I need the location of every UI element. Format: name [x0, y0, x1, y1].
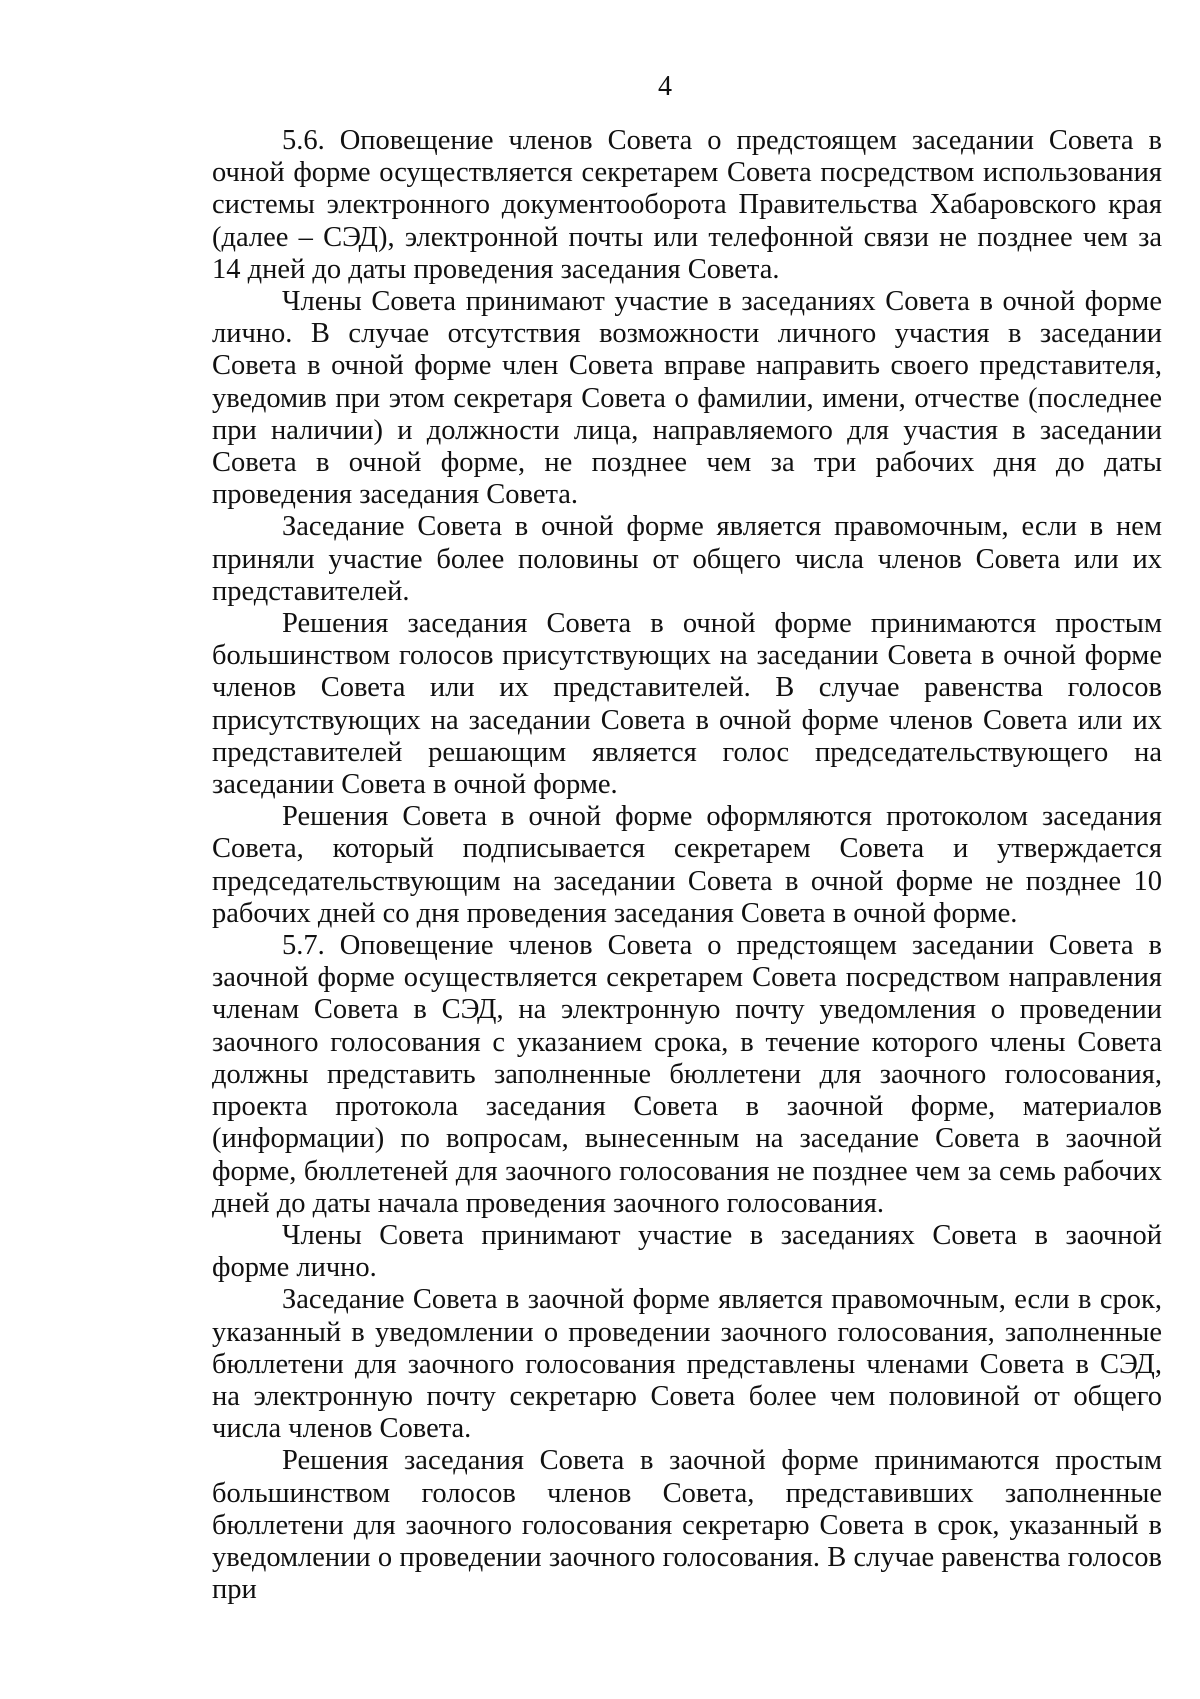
paragraph-decisions-in-person: Решения заседания Совета в очной форме принимаются простым большинством голосов присутствующих на заседании Совета в очной форме членов Совета или их представителей. В случае равенства голосов присутствующих на заседании Совета в очной форме членов Совета или их представителей решающим является голос председательствующего на заседании Совета в очной форме. — [212, 608, 1162, 801]
paragraph-5-6: 5.6. Оповещение членов Совета о предстоящем заседании Совета в очной форме осуществляется секретарем Совета посредством использования системы электронного документооборота Правительства Хабаровского края (далее – СЭД), электронной почты или телефонной связи не позднее чем за 14 дней до даты проведения заседания Совета. — [212, 125, 1162, 285]
paragraph-quorum-absentee: Заседание Совета в заочной форме является правомочным, если в срок, указанный в уведомлении о проведении заочного голосования, заполненные бюллетени для заочного голосования представлены членами Совета в СЭД, на электронную почту секретарю Совета более чем половиной от общего числа членов Совета. — [212, 1284, 1162, 1445]
document-body — [212, 125, 1162, 1606]
paragraph-quorum-in-person: Заседание Совета в очной форме является правомочным, если в нем приняли участие более половины от общего числа членов Совета или их представителей. — [212, 511, 1162, 607]
paragraph-personal-participation: Члены Совета принимают участие в заседаниях Совета в очной форме лично. В случае отсутствия возможности личного участия в заседании Совета в очной форме член Совета вправе направить своего представителя, уведомив при этом секретаря Совета о фамилии, имени, отчестве (последнее при наличии) и должности лица, направляемого для участия в заседании Совета в очной форме, не позднее чем за три рабочих дня до даты проведения заседания Совета. — [212, 286, 1162, 511]
paragraph-5-7: 5.7. Оповещение членов Совета о предстоящем заседании Совета в заочной форме осуществляется секретарем Совета посредством направления членам Совета в СЭД, на электронную почту уведомления о проведении заочного голосования с указанием срока, в течение которого члены Совета должны представить заполненные бюллетени для заочного голосования, проекта протокола заседания Совета в заочной форме, материалов (информации) по вопросам, вынесенным на заседание Совета в заочной форме, бюллетеней для заочного голосования не позднее чем за семь рабочих дней до даты начала проведения заочного голосования. — [212, 930, 1162, 1219]
paragraph-absentee-participation: Члены Совета принимают участие в заседаниях Совета в заочной форме лично. — [212, 1219, 1162, 1284]
page-number: 4 — [658, 71, 672, 102]
paragraph-decisions-absentee: Решения заседания Совета в заочной форме принимаются простым большинством голосов членов Совета, представивших заполненные бюллетени для заочного голосования секретарю Совета в срок, указанный в уведомлении о проведении заочного голосования. В случае равенства голосов при — [212, 1445, 1162, 1606]
paragraph-protocol-in-person: Решения Совета в очной форме оформляются протоколом заседания Совета, который подписывается секретарем Совета и утверждается председательствующим на заседании Совета в очной форме не позднее 10 рабочих дней со дня проведения заседания Совета в очной форме. — [212, 801, 1162, 929]
